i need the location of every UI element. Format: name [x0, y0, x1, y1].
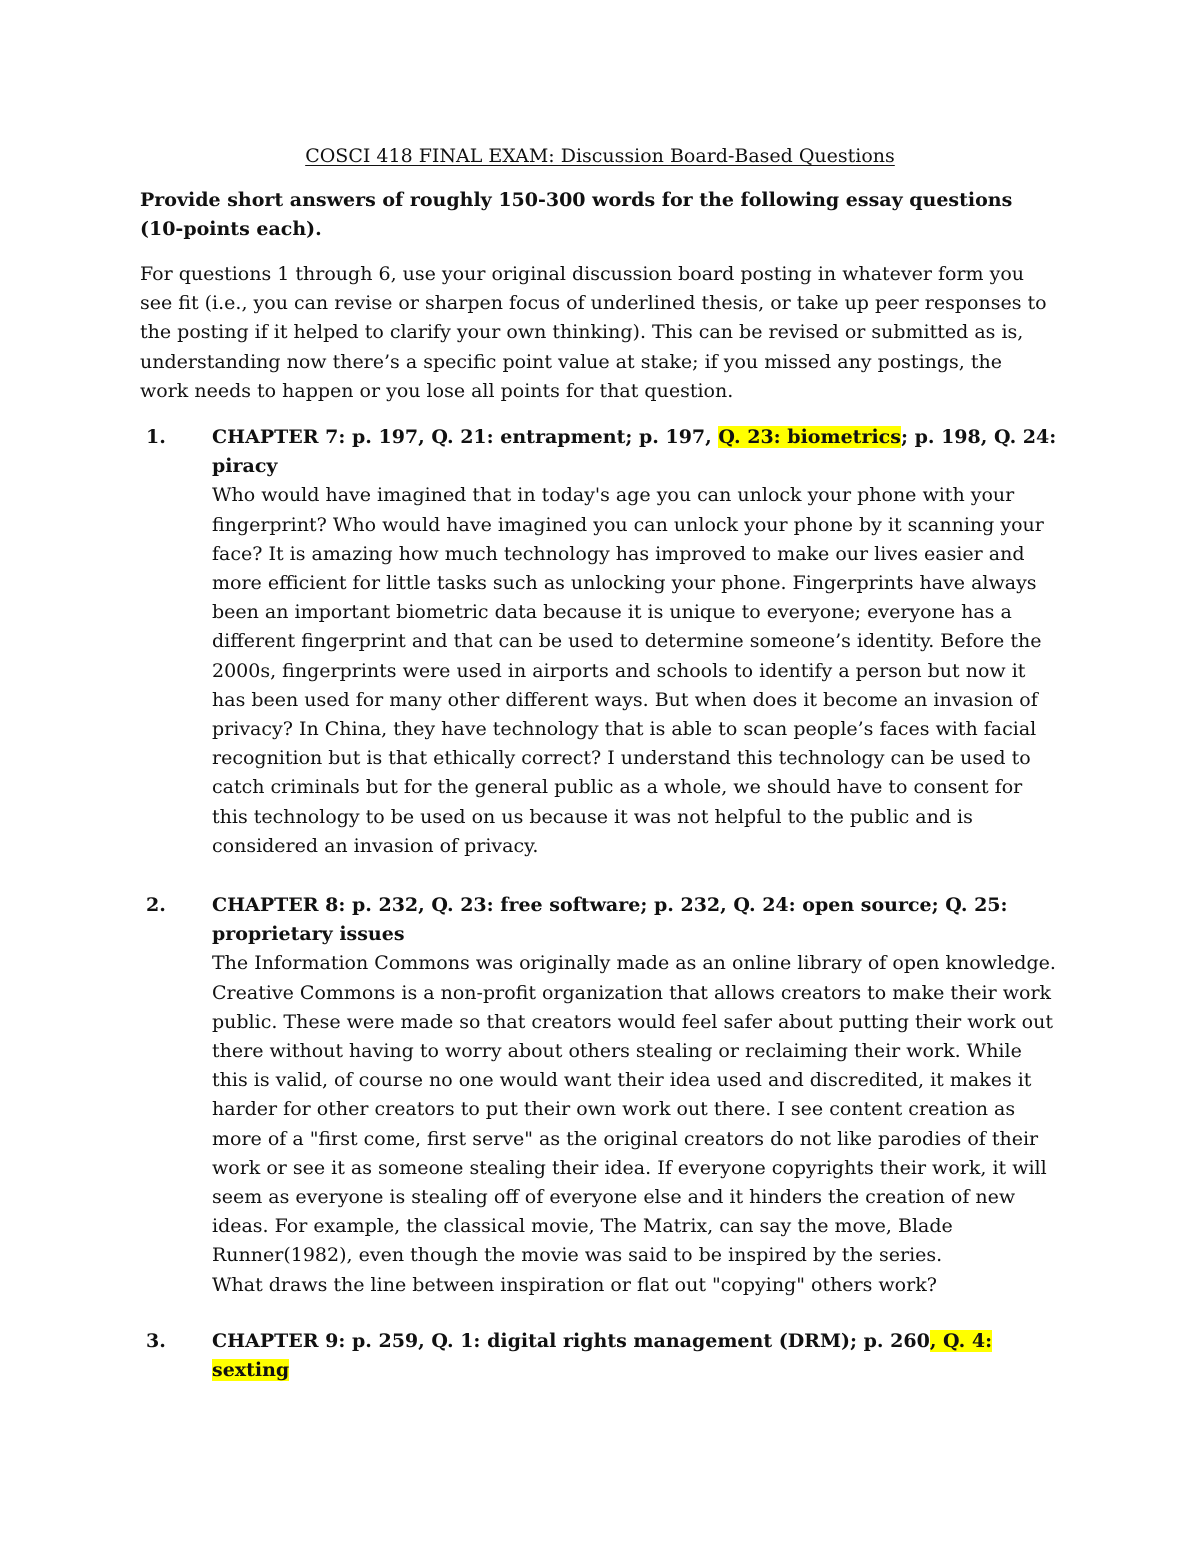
question-number: 3. — [146, 1330, 166, 1352]
question-number: 1. — [146, 426, 166, 448]
question-body — [212, 423, 1060, 861]
answer-text — [212, 481, 1060, 861]
question-body — [212, 891, 1060, 1300]
highlighted-heading-text: Q. 23: biometrics — [718, 426, 901, 448]
answer-paragraph: Who would have imagined that in today's age you can unlock your phone with your fingerprint? Who would have imagined you can unlock your phone by it scanning your face? It is amazing how much technology has improved to make our lives easier and more efficient for little tasks such as unlocking your phone. Fingerprints have always been an important biometric data because it is unique to everyone; everyone has a different fingerprint and that can be used to determine someone’s identity. Before the 2000s, fingerprints were used in airports and schools to identify a person but now it has been used for many other different ways. But when does it become an invasion of privacy? In China, they have technology that is able to scan people’s faces with facial recognition but is that ethically correct? I understand this technology can be used to catch criminals but for the general public as a whole, we should have to consent for this technology to be used on us because it was not helpful to the public and is considered an invasion of privacy. — [212, 484, 1044, 857]
answer-paragraph: What draws the line between inspiration or flat out "copying" others work? — [212, 1273, 937, 1296]
answer-text — [212, 949, 1060, 1299]
page-title: COSCI 418 FINAL EXAM: Discussion Board-Based Questions — [305, 145, 895, 167]
question-heading — [212, 891, 1060, 949]
answer-paragraph: The Information Commons was originally made as an online library of open knowledge. Creative Commons is a non-profit organization that allows creators to make their work public. These were made so that creators would feel safer about putting their work out there without having to worry about others stealing or reclaiming their work. While this is valid, of course no one would want their idea used and discredited, it makes it harder for other creators to put their own work out there. I see content creation as more of a "first come, first serve" as the original creators do not like parodies of their work or see it as someone stealing their idea. If everyone copyrights their work, it will seem as everyone is stealing off of everyone else and it hinders the creation of new ideas. For example, the classical movie, The Matrix, can say the move, Blade Runner(1982), even though the movie was said to be inspired by the series. — [212, 952, 1056, 1267]
question-item — [140, 891, 1060, 1300]
instructions: Provide short answers of roughly 150-300 words for the following essay questions (10-points each). — [140, 189, 1013, 240]
question-heading — [212, 423, 1060, 481]
highlighted-heading-text: , Q. 4: sexting — [212, 1330, 993, 1382]
heading-text: CHAPTER 7: p. 197, Q. 21: entrapment; p. 197, — [212, 426, 719, 448]
question-item — [140, 423, 1060, 861]
question-item — [140, 1327, 1060, 1385]
question-heading — [212, 1327, 1060, 1385]
heading-text: CHAPTER 9: p. 259, Q. 1: digital rights management (DRM); p. 260 — [212, 1330, 930, 1352]
heading-text: ; p. 198, Q. 24: piracy — [212, 426, 1057, 478]
intro-paragraph: For questions 1 through 6, use your original discussion board posting in whatever form you see fit (i.e., you can revise or sharpen focus of underlined thesis, or take up peer responses to the posting if it helped to clarify your own thinking). This can be revised or submitted as is, understanding now there’s a specific point value at stake; if you missed any postings, the work needs to happen or you lose all points for that question. — [140, 263, 1047, 402]
question-number: 2. — [146, 894, 166, 916]
question-body — [212, 1327, 1060, 1385]
heading-text: CHAPTER 8: p. 232, Q. 23: free software; p. 232, Q. 24: open source; Q. 25: proprietary issues — [212, 894, 1008, 946]
